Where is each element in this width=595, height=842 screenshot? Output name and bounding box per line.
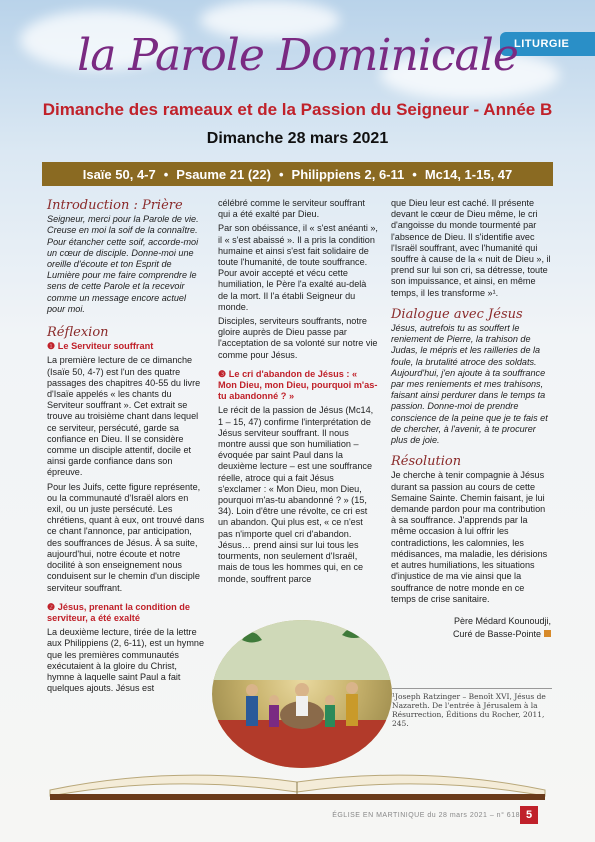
subheading-2: ❷ Jésus, prenant la condition de serviteur, a été exalté — [47, 601, 191, 623]
reflexion-heading: Réflexion — [47, 325, 109, 341]
paragraph: que Dieu leur est caché. Il présente devant le cœur de Dieu même, le cri d'angoisse du monde tourmenté par l'absence de Dieu. Il s'identifie avec l'Israël souffrant, avec l'humanité qui souffre à cause de la « nuit de Dieu », il prend sur lui son cri, sa détresse, toute son impuissance, et ainsi, en même temps, il les transforme »¹. — [391, 198, 551, 298]
painting-illustration — [212, 620, 392, 768]
dialogue-text: Jésus, autrefois tu as souffert le reniement de Pierre, la trahison de Judas, le mépris et les railleries de la foule, la brutalité atroce des soldats. Aujourd'hui, j'en ajoute à ta souffrance par mes reniements et mes trahisons, faisant ainsi perdurer dans le temps ta passion. Donne-moi de prendre conscience de la peine que je te fais et de chercher, à l'avenir, à te procurer plus de joie. — [391, 323, 548, 446]
bullet-separator: • — [278, 166, 284, 182]
page-number: 5 — [520, 806, 538, 824]
section-tab: LITURGIE — [500, 32, 595, 56]
subheading-3: ❸ Le cri d'abandon de Jésus : « Mon Dieu, mon Dieu, pourquoi m'as-tu abandonné ? » — [218, 368, 378, 402]
bullet-separator: • — [163, 166, 169, 182]
reading-item: Philippiens 2, 6-11 — [291, 166, 405, 182]
column-1 — [47, 200, 205, 697]
signature-role: Curé de Basse-Pointe — [452, 628, 541, 639]
paragraph: Par son obéissance, il « s'est anéanti », il « s'est abaissé ». Il a pris la condition humaine et ainsi s'est fait solidaire de toute l'humanité, de toute souffrance. Pour avoir accepté et vécu cette humiliation, le Père l'a exalté au-delà de la mort. Il l'a établi Seigneur du monde. — [218, 223, 378, 312]
intro-heading: Introduction : Prière — [47, 198, 183, 213]
column-2 — [218, 198, 378, 588]
palm-sunday-painting — [212, 620, 392, 768]
resolution-heading: Résolution — [391, 454, 462, 470]
signature — [391, 615, 551, 641]
paragraph: Le récit de la passion de Jésus (Mc14, 1 – 15, 47) confirme l'interprétation de Jésus serviteur souffrant. Il nous montre aussi que son humiliation – évoquée par saint Paul dans la deuxième lecture – est une souffrance réelle, atroce qui a fait Jésus s'exclamer : « Mon Dieu, mon Dieu, pourquoi m'as-tu abandonné ? » (15, 34). Loin d'être une révolte, ce cri est un abandon. Qui plus est, « ce n'est pas n'importe quel cri d'abandon. Jésus… prend ainsi sur lui tous les tourments, non seulement d'Israël, mais de tous les hommes qui, en ce monde, souffrent parce — [218, 405, 374, 584]
readings-band — [42, 162, 553, 186]
paragraph: célébré comme le serviteur souffrant qui a été exalté par Dieu. — [218, 198, 365, 220]
bullet-separator: • — [412, 166, 417, 182]
open-book-illustration — [40, 760, 555, 800]
reading-item: Psaume 21 (22) — [176, 166, 271, 182]
signature-name: Père Médard Kounoudji, — [453, 615, 551, 626]
resolution-text: Je cherche à tenir compagnie à Jésus durant sa passion au cours de cette Semaine Sainte. Chemin faisant, je lui demande pardon pour ma contribution à sa souffrance. J'apprends par la même occasion à lui offrir les contradictions, les calomnies, les médisances, ma maladie, les dérisions et autres humiliations, les situations d'injustice de ma vie ainsi que la souffrance de notre monde en ce temps de crise sanitaire. — [391, 470, 548, 604]
dialogue-heading: Dialogue avec Jésus — [391, 306, 523, 322]
page-subtitle: Dimanche des rameaux et de la Passion du Seigneur - Année B — [42, 100, 553, 119]
paragraph: La première lecture de ce dimanche (Isaïe 50, 4-7) est l'un des quatre passages des chapitres 40-55 du livre d'Isaïe appelés « les chants du Serviteur souffrant ». Cet extrait se trouve au troisième chant dans lequel ce serviteur, persécuté, garde sa confiance en Dieu. Il se considère comme un disciple attentif, docile et ainsi garde confiance dans son épreuve. — [47, 355, 201, 478]
footnote: ¹Joseph Ratzinger – Benoît XVI, Jésus de Nazareth. De l'entrée à Jérusalem à la Résurrection, Éditions du Rocher, 2011, 245. — [392, 688, 552, 728]
paragraph: Pour les Juifs, cette figure représente, ou la communauté d'Israël alors en exil, ou un juste persécuté. Les chrétiens, quant à eux, ont trouvé dans ce chant l'annonce, par anticipation, des souffrances de Jésus. À sa suite, aujourd'hui, notre écoute et notre docilité à son enseignement nous conduisent sur le chemin d'un disciple serviteur souffrant. — [47, 481, 205, 593]
paragraph: La deuxième lecture, tirée de la lettre aux Philippiens (2, 6-11), est un hymne que les premières communautés exécutaient à la gloire du Christ, hymne à laquelle saint Paul a fait quelques ajouts. Jésus est — [47, 627, 205, 694]
reading-item: Isaïe 50, 4-7 — [82, 166, 156, 182]
page-date: Dimanche 28 mars 2021 — [206, 130, 389, 147]
subheading-1: ❶ Le Serviteur souffrant — [47, 341, 154, 352]
end-square-icon — [544, 630, 551, 637]
reading-item: Mc14, 1-15, 47 — [424, 166, 513, 182]
page-footer: ÉGLISE EN MARTINIQUE du 28 mars 2021 – n° 618 — [332, 812, 520, 819]
paragraph: Disciples, serviteurs souffrants, notre gloire auprès de Dieu passe par l'acceptation de sa volonté sur notre vie comme pour Jésus. — [218, 316, 378, 360]
column-3 — [391, 198, 551, 641]
masthead-title: la Parole Dominicale — [77, 30, 518, 81]
intro-text: Seigneur, merci pour la Parole de vie. Creuse en moi la soif de la connaître. Pour étancher cette soif, accorde-moi un cœur de disciple. Donne-moi une oreille d'écoute et ton Esprit de Lumière pour me faire comprendre le sens de cette Parole et la recevoir comme un message encore actuel pour moi. — [47, 214, 199, 314]
